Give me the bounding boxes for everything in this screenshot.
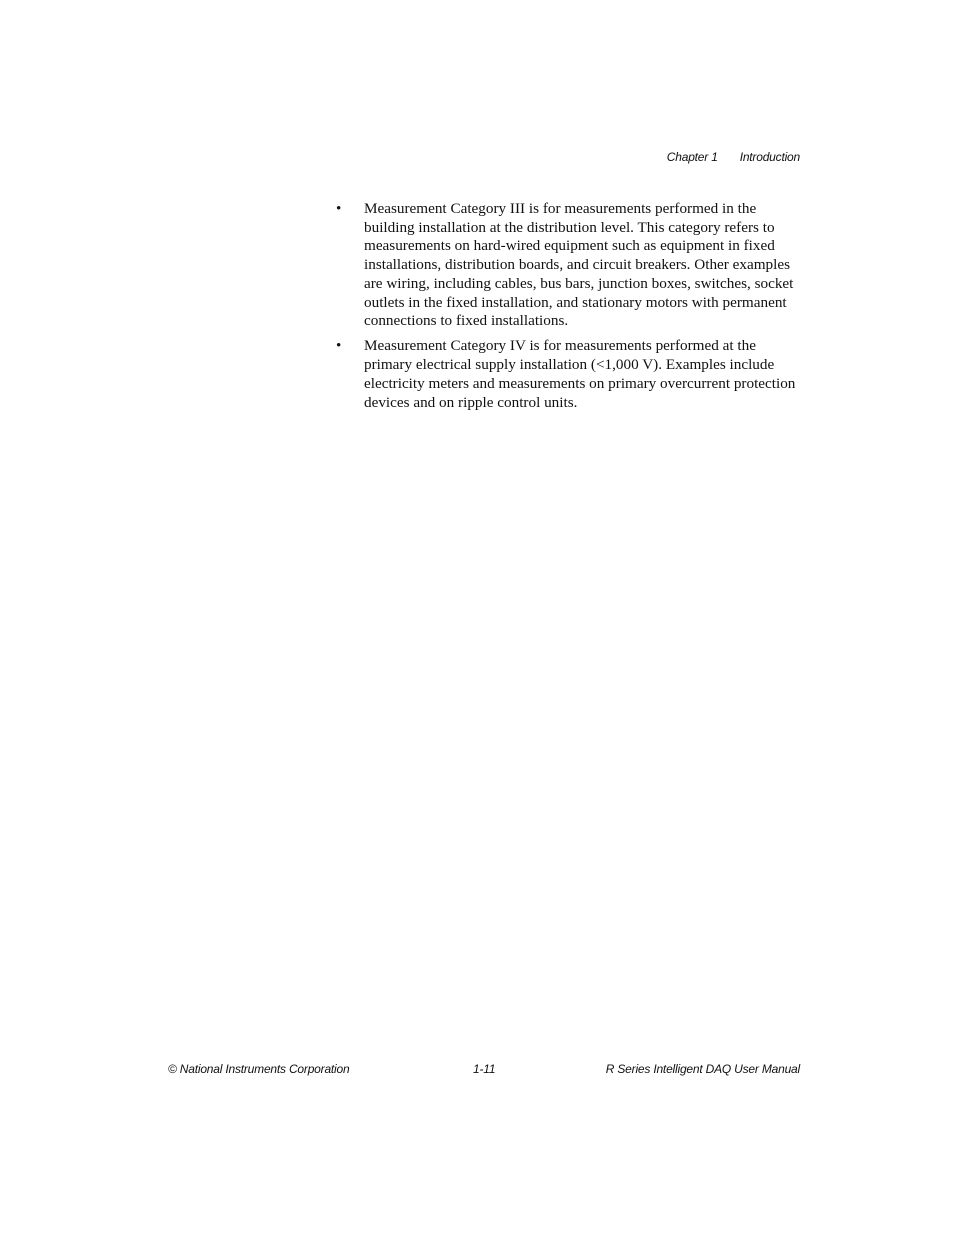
bullet-text: Measurement Category IV is for measurements performed at the primary electrical supply installation (<1,000 V). Examples include electricity meters and measurements on primary overcurrent protection devices and on ripple control units. <box>364 337 796 411</box>
copyright-notice: © National Instruments Corporation <box>168 1062 350 1076</box>
page-footer <box>168 1062 800 1078</box>
page-number: 1-11 <box>473 1062 496 1076</box>
list-item <box>336 200 806 331</box>
chapter-label: Chapter 1 <box>666 150 718 164</box>
bullet-text: Measurement Category III is for measurements performed in the building installation at the distribution level. This category refers to measurements on hard-wired equipment such as equipment in fixed installations, distribution boards, and circuit breakers. Other examples are wiring, including cables, bus bars, junction boxes, switches, socket outlets in the fixed installation, and stationary motors with permanent connections to fixed installations. <box>364 200 794 330</box>
list-item <box>336 337 806 412</box>
bullet-icon: • <box>336 337 342 355</box>
bullet-icon: • <box>336 200 342 217</box>
section-title: Introduction <box>739 150 800 164</box>
manual-title: R Series Intelligent DAQ User Manual <box>605 1062 800 1076</box>
bullet-list <box>336 200 806 419</box>
running-header <box>667 150 800 164</box>
